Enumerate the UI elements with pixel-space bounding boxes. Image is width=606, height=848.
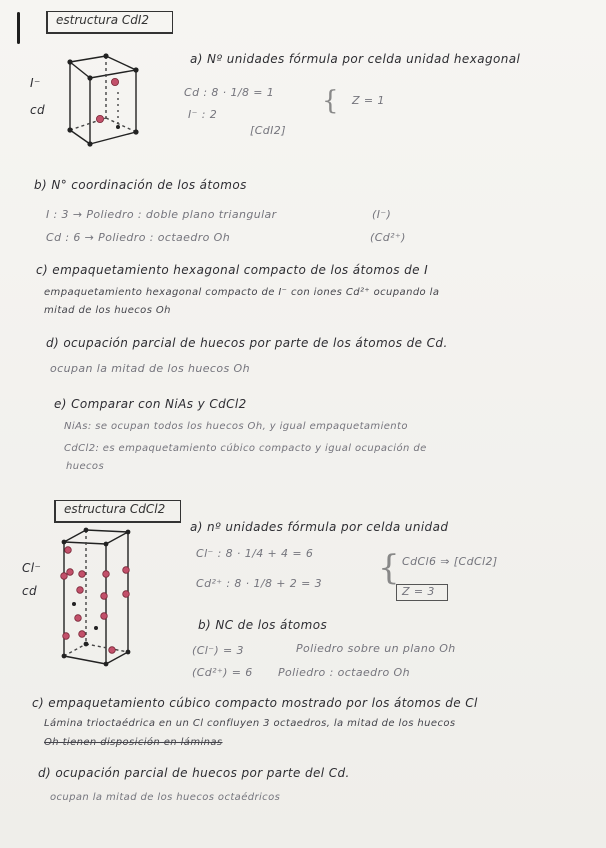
s2-b-line1: (Cl⁻) = 3 — [192, 644, 244, 657]
s1-a-z: Z = 1 — [352, 94, 385, 107]
s2-d-heading: d) ocupación parcial de huecos por parte del Cd. — [38, 766, 350, 780]
s1-b-line2: Cd : 6 → Poliedro : octaedro Oh — [46, 231, 231, 244]
s1-c-heading: c) empaquetamiento hexagonal compacto de los átomos de I — [36, 263, 429, 277]
s1-e-line2: CdCl2: es empaquetamiento cúbico compacto y igual ocupación de — [64, 443, 427, 454]
s1-b-line1: I : 3 → Poliedro : doble plano triangular — [46, 208, 277, 221]
section1-title-box — [46, 11, 173, 34]
s1-b-line2-ion: (Cd²⁺) — [370, 231, 406, 244]
legend-cation-2: cd — [22, 584, 38, 598]
s1-d-heading: d) ocupación parcial de huecos por parte de los átomos de Cd. — [46, 336, 448, 350]
s2-a-formula: CdCl6 ⇒ [CdCl2] — [402, 555, 498, 568]
s1-a-brace: { — [322, 86, 339, 116]
s2-c-heading: c) empaquetamiento cúbico compacto mostrado por los átomos de Cl — [32, 696, 478, 710]
s1-e-line3: huecos — [66, 461, 105, 472]
hexagonal-cell-drawing — [62, 52, 182, 152]
s2-a-line1: Cl⁻ : 8 · 1/4 + 4 = 6 — [196, 547, 314, 560]
s2-b-line2: (Cd²⁺) = 6 — [192, 666, 253, 679]
s1-e-line1: NiAs: se ocupan todos los huecos Oh, y igual empaquetamiento — [64, 421, 408, 432]
s2-a-z: Z = 3 — [402, 585, 435, 598]
s1-d-line1: ocupan la mitad de los huecos Oh — [50, 362, 250, 375]
s1-a-heading: a) Nº unidades fórmula por celda unidad hexagonal — [190, 52, 521, 66]
s1-c-line2: mitad de los huecos Oh — [44, 305, 171, 316]
s1-a-line1: Cd : 8 · 1/8 = 1 — [184, 86, 275, 99]
s2-b-heading: b) NC de los átomos — [198, 618, 328, 632]
section1-title: estructura CdI2 — [56, 13, 150, 27]
s2-c-line1: Lámina trioctaédrica en un Cl confluyen 3 octaedros, la mitad de los huecos — [44, 718, 456, 729]
s1-b-heading: b) N° coordinación de los átomos — [34, 178, 247, 192]
s1-e-heading: e) Comparar con NiAs y CdCl2 — [54, 397, 247, 411]
rhombohedral-cell-drawing — [56, 520, 146, 670]
section2-title: estructura CdCl2 — [64, 502, 166, 516]
s2-a-heading: a) nº unidades fórmula por celda unidad — [190, 520, 449, 534]
s1-b-line1-ion: (I⁻) — [372, 208, 392, 221]
legend-anion-2: Cl⁻ — [22, 561, 42, 575]
s1-c-line1: empaquetamiento hexagonal compacto de I⁻ con iones Cd²⁺ ocupando la — [44, 287, 440, 298]
s2-a-line2: Cd²⁺ : 8 · 1/8 + 2 = 3 — [196, 577, 322, 590]
margin-mark — [17, 12, 20, 44]
s2-d-line1: ocupan la mitad de los huecos octaédricos — [50, 792, 281, 803]
s1-a-line2: I⁻ : 2 — [188, 108, 218, 121]
s2-b-line2-poly: Poliedro : octaedro Oh — [278, 666, 410, 679]
s2-c-line2: Oh tienen disposición en láminas — [44, 737, 223, 748]
s2-b-line1-poly: Poliedro sobre un plano Oh — [296, 642, 456, 655]
s1-a-formula: [CdI2] — [250, 124, 286, 137]
s2-a-brace: { — [378, 548, 400, 588]
legend-anion: I⁻ — [30, 76, 41, 90]
legend-cation: cd — [30, 103, 46, 117]
